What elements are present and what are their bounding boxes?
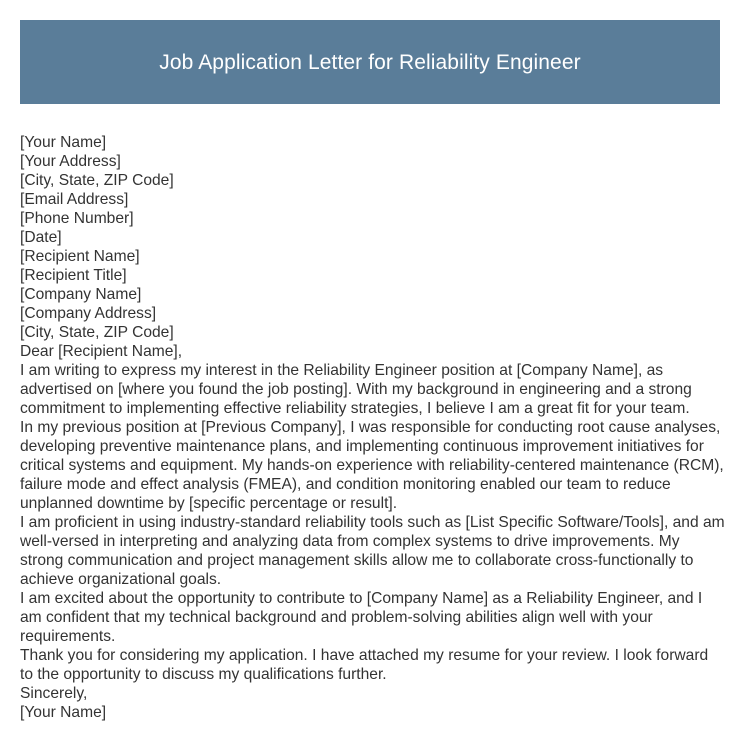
recipient-name: [Recipient Name] [20, 248, 140, 265]
letter-date: [Date] [20, 229, 62, 246]
sender-block [20, 133, 725, 247]
paragraph-thanks: Thank you for considering my application. I have attached my resume for your review. I look forward to the opportunity to discuss my qualifications further. [20, 647, 709, 683]
sender-city-state-zip: [City, State, ZIP Code] [20, 172, 174, 189]
letter-body [20, 133, 725, 722]
sender-name: [Your Name] [20, 134, 107, 151]
recipient-city-state-zip: [City, State, ZIP Code] [20, 324, 174, 341]
recipient-block [20, 247, 725, 342]
paragraph-motivation: I am excited about the opportunity to contribute to [Company Name] as a Reliability Engineer, and I am confident that my technical background and problem-solving abilities align well with your requirements. [20, 590, 703, 645]
sender-email: [Email Address] [20, 191, 129, 208]
header-banner [20, 20, 720, 104]
salutation: Dear [Recipient Name], [20, 343, 183, 360]
recipient-title: [Recipient Title] [20, 267, 127, 284]
paragraph-introduction: I am writing to express my interest in the Reliability Engineer position at [Company Name], as advertised on [where you found the job posting]. With my background in engineering and a strong commitment to implementing effective reliability strategies, I believe I am a great fit for your team. [20, 362, 692, 417]
sender-phone: [Phone Number] [20, 210, 134, 227]
recipient-company: [Company Name] [20, 286, 142, 303]
closing: Sincerely, [20, 685, 88, 702]
signature: [Your Name] [20, 704, 107, 721]
page-title: Job Application Letter for Reliability Engineer [159, 50, 581, 74]
paragraph-experience: In my previous position at [Previous Company], I was responsible for conducting root cause analyses, developing preventive maintenance plans, and implementing continuous improvement initiatives for critical systems and equipment. My hands-on experience with reliability-centered maintenance (RCM), failure mode and effect analysis (FMEA), and condition monitoring enabled our team to reduce unplanned downtime by [specific percentage or result]. [20, 419, 724, 512]
sender-address: [Your Address] [20, 153, 121, 170]
recipient-company-address: [Company Address] [20, 305, 157, 322]
paragraph-skills: I am proficient in using industry-standard reliability tools such as [List Specific Software/Tools], and am well-versed in interpreting and analyzing data from complex systems to drive improvements. My strong communication and project management skills allow me to collaborate cross-functionally to achieve organizational goals. [20, 514, 725, 588]
